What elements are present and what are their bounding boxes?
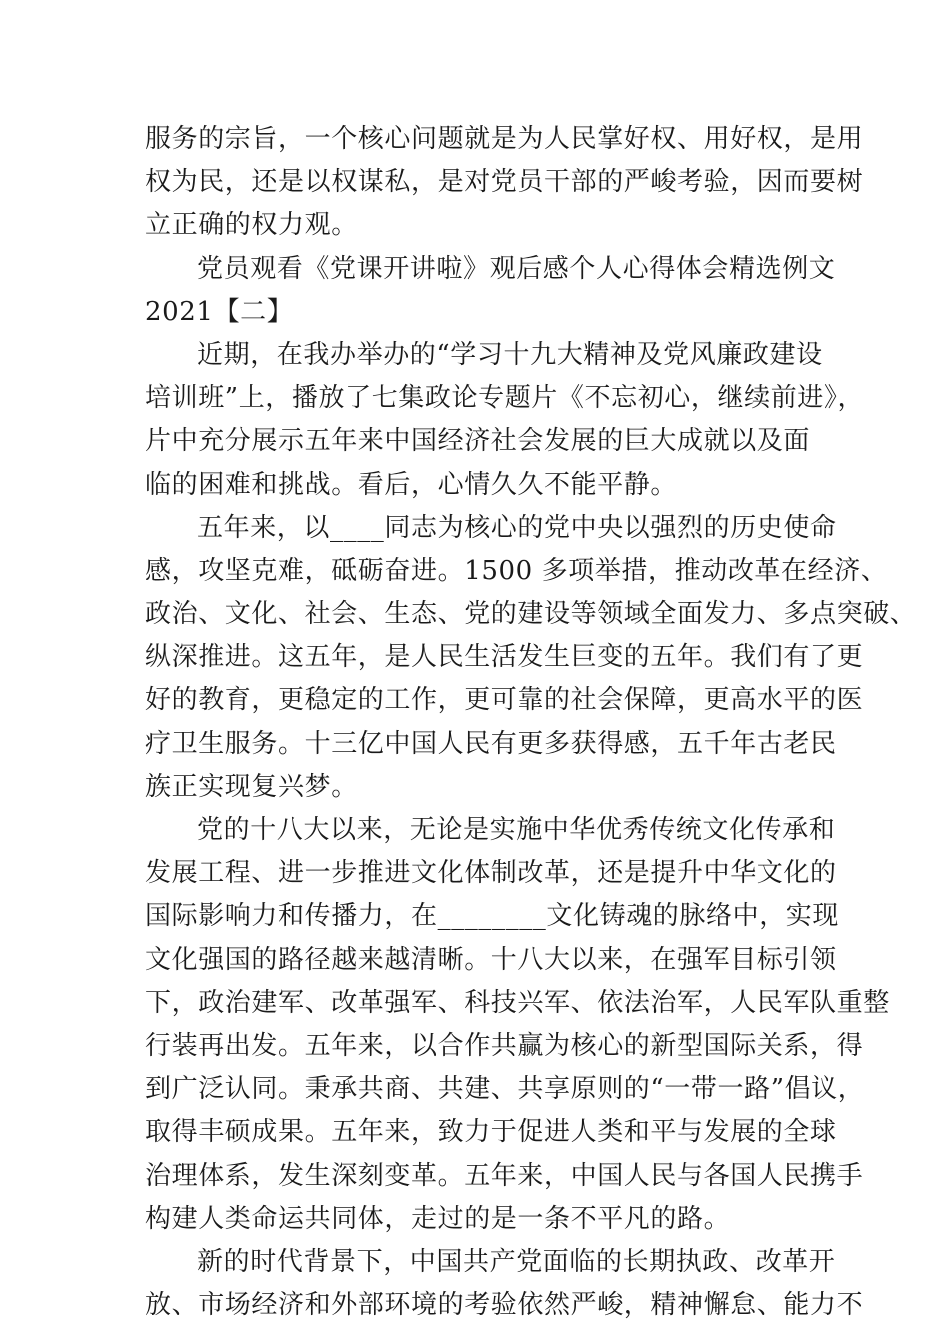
text-line: 党的十八大以来，无论是实施中华优秀传统文化传承和 xyxy=(197,815,836,845)
text-line: 疗卫生服务。十三亿中国人民有更多获得感，五千年古老民 xyxy=(145,728,837,759)
paragraph-4 xyxy=(145,809,890,1241)
text-line: 发展工程、进一步推进文化体制改革，还是提升中华文化的 xyxy=(145,858,837,889)
section-heading xyxy=(145,248,836,334)
text-line: 国际影响力和传播力，在________文化铸魂的脉络中，实现 xyxy=(145,901,840,932)
text-line: 服务的宗旨，一个核心问题就是为人民掌好权、用好权，是用 xyxy=(145,124,864,154)
text-line: 放、市场经济和外部环境的考验依然严峻，精神懈怠、能力不 xyxy=(145,1290,864,1321)
text-line: 片中充分展示五年来中国经济社会发展的巨大成就以及面 xyxy=(145,426,811,457)
paragraph-1 xyxy=(145,118,864,248)
text-line: 感，攻坚克难，砥砺奋进。1500 多项举措，推动改革在经济、 xyxy=(145,555,888,586)
text-line: 培训班”上，播放了七集政论专题片《不忘初心，继续前进》， xyxy=(145,383,865,414)
paragraph-3 xyxy=(145,507,917,809)
heading-line: 2021【二】 xyxy=(145,296,294,327)
text-line: 纵深推进。这五年，是人民生活发生巨变的五年。我们有了更 xyxy=(145,642,864,673)
text-line: 取得丰硕成果。五年来，致力于促进人类和平与发展的全球 xyxy=(145,1117,837,1148)
paragraph-5 xyxy=(145,1241,864,1327)
text-line: 治理体系，发生深刻变革。五年来，中国人民与各国人民携手 xyxy=(145,1160,864,1191)
text-line: 五年来，以____同志为核心的党中央以强烈的历史使命 xyxy=(197,512,837,543)
text-line: 族正实现复兴梦。 xyxy=(145,771,358,802)
text-line: 文化强国的路径越来越清晰。十八大以来，在强军目标引领 xyxy=(145,944,837,975)
text-line: 权为民，还是以权谋私，是对党员干部的严峻考验，因而要树 xyxy=(145,167,864,198)
text-line: 立正确的权力观。 xyxy=(145,210,358,241)
text-line: 行装再出发。五年来，以合作共赢为核心的新型国际关系，得 xyxy=(145,1030,864,1061)
heading-line: 党员观看《党课开讲啦》观后感个人心得体会精选例文 xyxy=(197,253,836,284)
document-body xyxy=(145,118,917,1327)
text-line: 临的困难和挑战。看后，心情久久不能平静。 xyxy=(145,469,678,500)
paragraph-2 xyxy=(145,334,865,507)
text-line: 到广泛认同。秉承共商、共建、共享原则的“一带一路”倡议， xyxy=(145,1074,865,1105)
text-line: 构建人类命运共同体，走过的是一条不平凡的路。 xyxy=(145,1203,731,1234)
text-line: 新的时代背景下，中国共产党面临的长期执政、改革开 xyxy=(197,1246,836,1277)
text-line: 好的教育，更稳定的工作，更可靠的社会保障，更高水平的医 xyxy=(145,685,864,716)
text-line: 下，政治建军、改革强军、科技兴军、依法治军，人民军队重整 xyxy=(145,987,890,1018)
text-line: 近期，在我办举办的“学习十九大精神及党风廉政建设 xyxy=(197,339,823,370)
text-line: 政治、文化、社会、生态、党的建设等领域全面发力、多点突破、 xyxy=(145,599,917,630)
